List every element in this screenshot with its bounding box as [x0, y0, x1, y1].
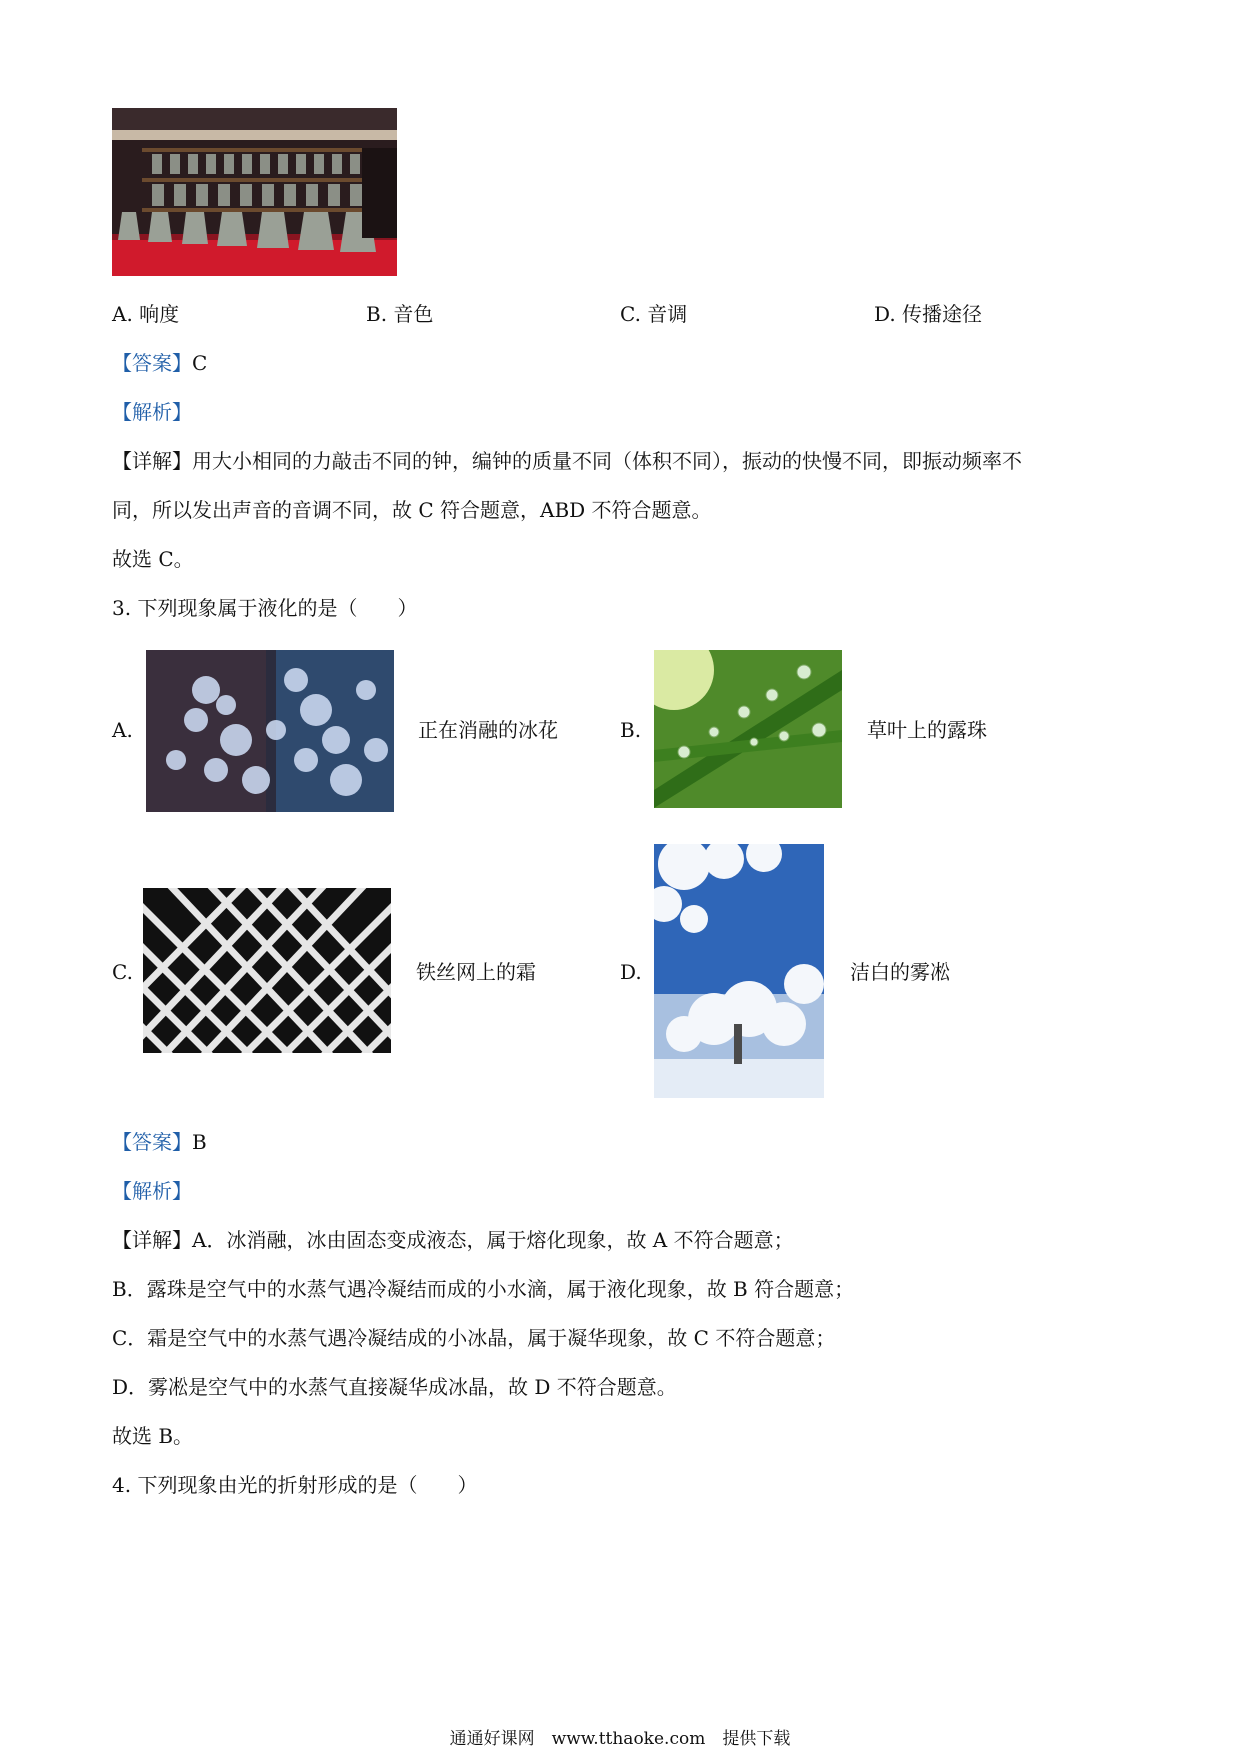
q2-detail-line2: 同，所以发出声音的音调不同，故 C 符合题意，ABD 不符合题意。 [112, 498, 712, 522]
q3-detail-c: C．霜是空气中的水蒸气遇冷凝结成的小冰晶，属于凝华现象，故 C 不符合题意； [112, 1326, 836, 1350]
q2-option-d: D. 传播途径 [874, 302, 983, 326]
q3-detail-a [112, 1226, 794, 1254]
q3-answer [112, 1128, 207, 1156]
bianzhong-bells-photo [112, 108, 397, 276]
q2-analysis-tag [112, 398, 192, 426]
detail-text: 用大小相同的力敲击不同的钟，编钟的质量不同（体积不同），振动的快慢不同，即振动频率不 [192, 449, 1022, 473]
detail-text: A．冰消融，冰由固态变成液态，属于熔化现象，故 A 不符合题意； [192, 1228, 794, 1252]
rime-tree-photo [654, 844, 824, 1098]
answer-value: C [192, 351, 208, 375]
answer-value: B [192, 1130, 207, 1154]
q3-option-d-letter: D. [620, 960, 642, 984]
q2-option-b: B. 音色 [366, 302, 434, 326]
q2-option-a: A. 响度 [112, 302, 180, 326]
q3-detail-b: B．露珠是空气中的水蒸气遇冷凝结而成的小水滴，属于液化现象，故 B 符合题意； [112, 1277, 855, 1301]
analysis-tag: 【解析】 [112, 1179, 192, 1203]
q2-answer [112, 349, 207, 377]
q3-option-d-caption: 洁白的雾凇 [850, 960, 950, 984]
dew-drops-photo [654, 650, 842, 808]
analysis-tag: 【解析】 [112, 400, 192, 424]
detail-tag: 【详解】 [112, 1228, 192, 1252]
q3-question: 3. 下列现象属于液化的是（ ） [112, 596, 418, 620]
q3-option-c-letter: C. [112, 960, 133, 984]
q3-option-a-caption: 正在消融的冰花 [418, 718, 558, 742]
q2-option-c: C. 音调 [620, 302, 688, 326]
answer-tag: 【答案】 [112, 351, 192, 375]
q4-question: 4. 下列现象由光的折射形成的是（ ） [112, 1473, 478, 1497]
q3-conclusion: 故选 B。 [112, 1424, 194, 1448]
ice-flower-photo [146, 650, 394, 812]
page-footer: 通通好课网 www.tthaoke.com 提供下载 [449, 1729, 791, 1749]
detail-tag: 【详解】 [112, 449, 192, 473]
q3-option-b-caption: 草叶上的露珠 [867, 718, 987, 742]
answer-tag: 【答案】 [112, 1130, 192, 1154]
frost-wire-mesh-photo [143, 888, 391, 1053]
q2-detail-line1 [112, 447, 1022, 475]
q3-option-a-letter: A. [112, 718, 133, 742]
q3-option-c-caption: 铁丝网上的霜 [416, 960, 536, 984]
q3-analysis-tag [112, 1177, 192, 1205]
q2-conclusion: 故选 C。 [112, 547, 194, 571]
q3-detail-d: D．雾凇是空气中的水蒸气直接凝华成冰晶，故 D 不符合题意。 [112, 1375, 677, 1399]
q3-option-b-letter: B. [620, 718, 642, 742]
